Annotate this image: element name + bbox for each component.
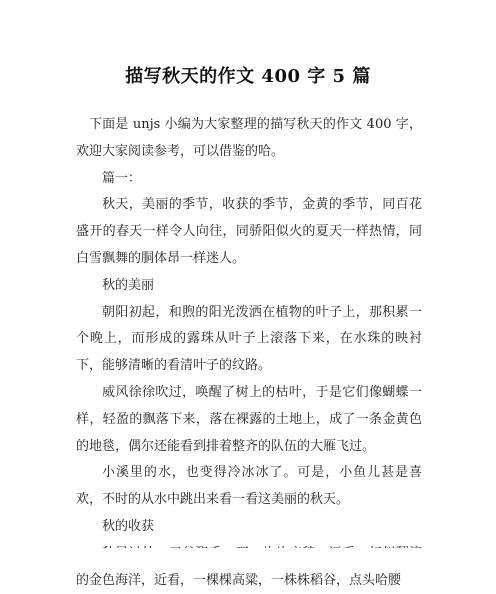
subheading-autumn-beauty: 秋的美丽 <box>102 277 155 293</box>
paragraph: 威风徐徐吹过，唤醒了树上的枯叶，于是它们像蝴蝶一样，轻盈的飘落下来，落在裸露的土地上，成了一条金黄色的地毯，偶尔还能看到排着整齐的队伍的大雁飞过。 <box>76 384 422 454</box>
subheading-autumn-harvest: 秋的收获 <box>102 518 155 534</box>
paragraph-truncated: 的金色海洋，近看，一棵棵高粱，一株株稻谷，点头哈腰 <box>76 572 402 588</box>
page-bottom-mask <box>0 548 496 561</box>
section-heading-part-one: 篇一： <box>102 170 142 186</box>
paragraph: 朝阳初起，和煦的阳光泼洒在植物的叶子上，那积累一个晚上，而形成的露珠从叶子上滚落下来，在水珠的映衬下，能够清晰的看清叶子的纹路。 <box>76 304 422 374</box>
document-title: 描写秋天的作文 400 字 5 篇 <box>125 66 371 87</box>
paragraph: 小溪里的水，也变得冷冰冰了。可是，小鱼儿甚是喜欢，不时的从水中跳出来看一看这美丽的秋天。 <box>76 465 422 508</box>
document-body <box>76 112 422 594</box>
intro-paragraph: 下面是 unjs 小编为大家整理的描写秋天的作文 400 字，欢迎大家阅读参考，可以借鉴的哈。 <box>76 117 422 159</box>
paragraph: 秋天，美丽的季节，收获的季节，金黄的季节，同百花盛开的春天一样令人向往，同骄阳似火的夏天一样热情，同白雪飘舞的胴体昂一样迷人。 <box>76 197 422 266</box>
